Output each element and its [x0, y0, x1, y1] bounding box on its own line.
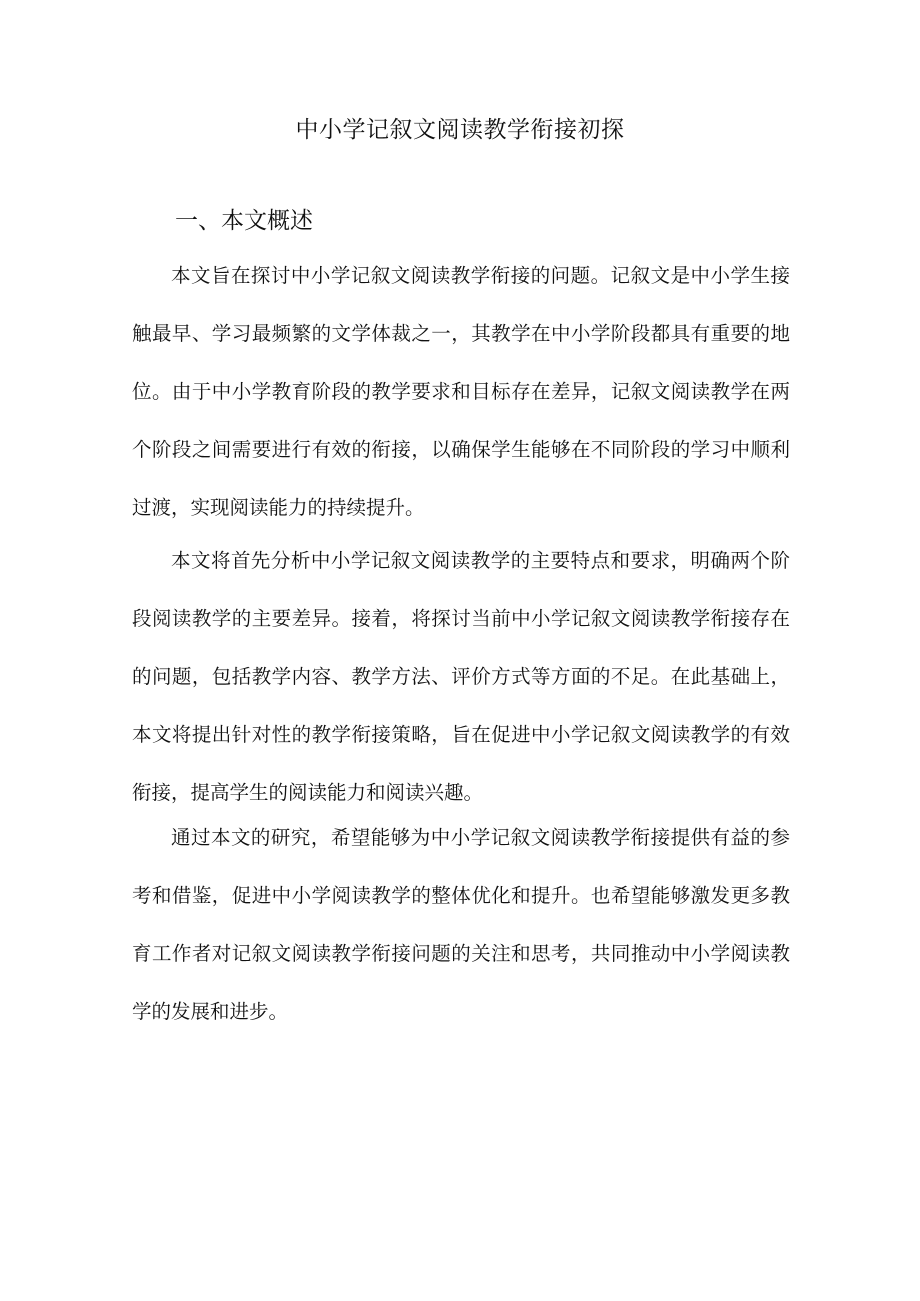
section-heading: 一、本文概述: [175, 208, 313, 234]
document-title: 中小学记叙文阅读教学衔接初探: [295, 117, 625, 143]
paragraph-1: 本文旨在探讨中小学记叙文阅读教学衔接的问题。记叙文是中小学生接触最早、学习最频繁的文学体裁之一，其教学在中小学阶段都具有重要的地位。由于中小学教育阶段的教学要求和目标存在差异，记叙文阅读教学在两个阶段之间需要进行有效的衔接，以确保学生能够在不同阶段的学习中顺利过渡，实现阅读能力的持续提升。: [132, 264, 790, 519]
paragraph-2: 本文将首先分析中小学记叙文阅读教学的主要特点和要求，明确两个阶段阅读教学的主要差异。接着，将探讨当前中小学记叙文阅读教学衔接存在的问题，包括教学内容、教学方法、评价方式等方面的不足。在此基础上，本文将提出针对性的教学衔接策略，旨在促进中小学记叙文阅读教学的有效衔接，提高学生的阅读能力和阅读兴趣。: [132, 549, 790, 804]
paragraph-3: 通过本文的研究，希望能够为中小学记叙文阅读教学衔接提供有益的参考和借鉴，促进中小学阅读教学的整体优化和提升。也希望能够激发更多教育工作者对记叙文阅读教学衔接问题的关注和思考，共同推动中小学阅读教学的发展和进步。: [132, 826, 790, 1023]
